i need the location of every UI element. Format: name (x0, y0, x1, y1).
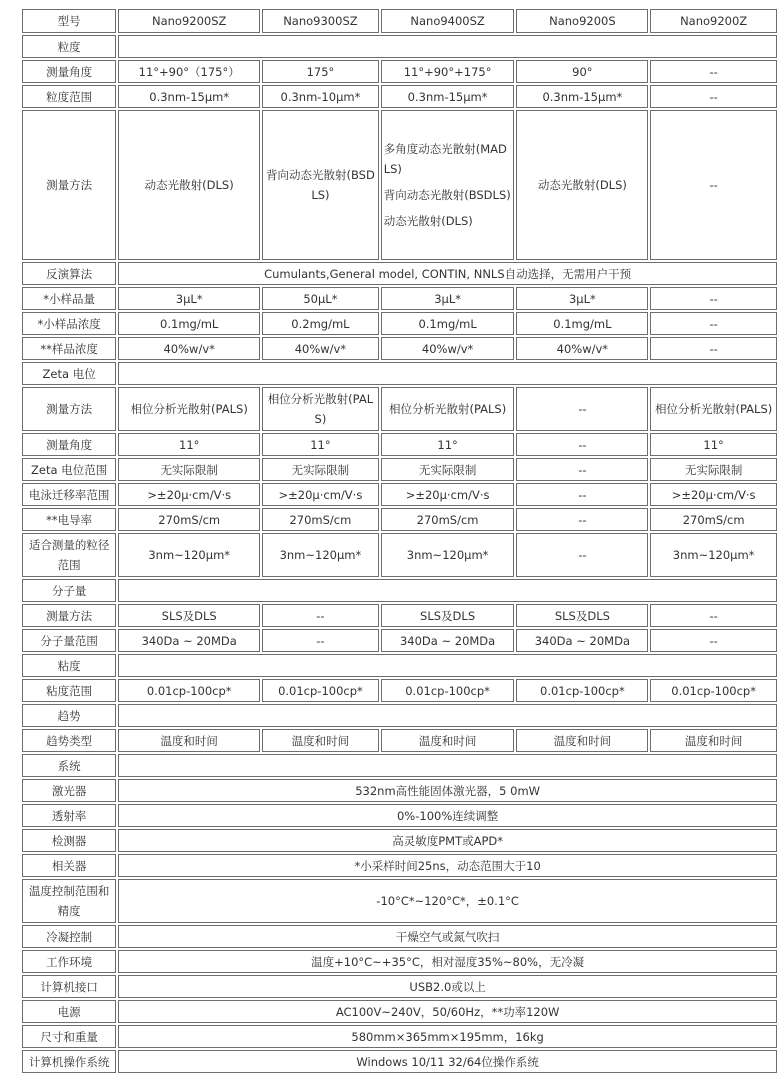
spec-cell: *小采样时间25ns，动态范围大于10 (118, 854, 777, 877)
spec-cell: 相位分析光散射(PALS) (262, 387, 379, 431)
spec-cell: 175° (262, 60, 379, 83)
spec-row (22, 950, 777, 973)
empty-cell (118, 704, 777, 727)
spec-cell: 0.1mg/mL (381, 312, 515, 335)
spec-cell: -- (516, 508, 648, 531)
method-line: 多角度动态光散射(MADLS) (383, 142, 507, 176)
method-line: 动态光散射(DLS) (383, 214, 473, 228)
row-label: Zeta 电位范围 (22, 458, 116, 481)
spec-cell: 40%w/v* (262, 337, 379, 360)
spec-cell: 温度和时间 (262, 729, 379, 752)
spec-cell: 3nm~120μm* (381, 533, 515, 577)
row-label: 粘度范围 (22, 679, 116, 702)
spec-row (22, 779, 777, 802)
spec-cell: 相位分析光散射(PALS) (381, 387, 515, 431)
spec-row (22, 312, 777, 335)
spec-cell: 580mm×365mm×195mm，16kg (118, 1025, 777, 1048)
spec-cell: 11°+90°（175°） (118, 60, 260, 83)
empty-cell (118, 654, 777, 677)
section-title: 粘度 (22, 654, 116, 677)
spec-row (22, 975, 777, 998)
spec-table (20, 7, 779, 1075)
row-label: 相关器 (22, 854, 116, 877)
spec-row (22, 85, 777, 108)
spec-row (22, 337, 777, 360)
row-label: 反演算法 (22, 262, 116, 285)
spec-cell: 0.01cp-100cp* (650, 679, 777, 702)
model-name: Nano9200S (516, 9, 648, 33)
spec-row (22, 1000, 777, 1023)
spec-cell: SLS及DLS (118, 604, 260, 627)
spec-cell: 0.01cp-100cp* (516, 679, 648, 702)
spec-row (22, 533, 777, 577)
spec-row (22, 60, 777, 83)
row-label: 测量方法 (22, 387, 116, 431)
spec-cell: 11°+90°+175° (381, 60, 515, 83)
section-row (22, 35, 777, 58)
spec-cell: 40%w/v* (516, 337, 648, 360)
section-title: 分子量 (22, 579, 116, 602)
row-label: 检测器 (22, 829, 116, 852)
section-title: 粒度 (22, 35, 116, 58)
row-label: 电泳迁移率范围 (22, 483, 116, 506)
row-label: 测量方法 (22, 110, 116, 260)
model-name: Nano9200Z (650, 9, 777, 33)
spec-cell: 温度和时间 (118, 729, 260, 752)
spec-row (22, 829, 777, 852)
spec-cell: 温度和时间 (516, 729, 648, 752)
empty-cell (118, 35, 777, 58)
row-label: 激光器 (22, 779, 116, 802)
spec-cell: 270mS/cm (118, 508, 260, 531)
spec-row (22, 1025, 777, 1048)
spec-cell: Windows 10/11 32/64位操作系统 (118, 1050, 777, 1073)
section-title: 系统 (22, 754, 116, 777)
spec-cell: 532nm高性能固体激光器，5 0mW (118, 779, 777, 802)
spec-cell: 50μL* (262, 287, 379, 310)
spec-cell: 温度和时间 (381, 729, 515, 752)
spec-cell: -- (516, 533, 648, 577)
row-label: 趋势类型 (22, 729, 116, 752)
spec-cell: 340Da ~ 20MDa (516, 629, 648, 652)
spec-cell: 0.3nm-15μm* (381, 85, 515, 108)
spec-row (22, 287, 777, 310)
spec-cell: 0.01cp-100cp* (262, 679, 379, 702)
spec-cell: USB2.0或以上 (118, 975, 777, 998)
spec-cell: AC100V~240V，50/60Hz，**功率120W (118, 1000, 777, 1023)
spec-cell: -- (516, 458, 648, 481)
row-label: 测量方法 (22, 604, 116, 627)
spec-cell: -- (650, 60, 777, 83)
spec-cell: -- (262, 604, 379, 627)
spec-cell: 0.01cp-100cp* (118, 679, 260, 702)
row-label: 适合测量的粒径范围 (22, 533, 116, 577)
empty-cell (118, 579, 777, 602)
row-label: 测量角度 (22, 433, 116, 456)
spec-cell: Cumulants,General model, CONTIN, NNLS自动选择，无需用户干预 (118, 262, 777, 285)
spec-row (22, 110, 777, 260)
spec-row (22, 729, 777, 752)
spec-cell: 动态光散射(DLS) (118, 110, 260, 260)
row-label: *小样品量 (22, 287, 116, 310)
spec-cell: -- (650, 337, 777, 360)
spec-cell: -- (650, 287, 777, 310)
model-name: Nano9300SZ (262, 9, 379, 33)
spec-row (22, 804, 777, 827)
row-label: 测量角度 (22, 60, 116, 83)
spec-cell: 0.2mg/mL (262, 312, 379, 335)
spec-cell: 340Da ~ 20MDa (118, 629, 260, 652)
header-row (22, 9, 777, 33)
row-label: 电源 (22, 1000, 116, 1023)
spec-cell: 3μL* (381, 287, 515, 310)
spec-cell: -- (650, 629, 777, 652)
spec-cell: 40%w/v* (118, 337, 260, 360)
spec-cell: 11° (262, 433, 379, 456)
spec-cell: 0%-100%连续调整 (118, 804, 777, 827)
spec-cell: 0.1mg/mL (118, 312, 260, 335)
spec-row (22, 604, 777, 627)
spec-cell: 0.3nm-15μm* (118, 85, 260, 108)
spec-cell: 340Da ~ 20MDa (381, 629, 515, 652)
spec-cell: 动态光散射(DLS) (516, 110, 648, 260)
model-name: Nano9400SZ (381, 9, 515, 33)
spec-row (22, 458, 777, 481)
row-label: 型号 (22, 9, 116, 33)
spec-cell: 90° (516, 60, 648, 83)
row-label: 冷凝控制 (22, 925, 116, 948)
section-title: Zeta 电位 (22, 362, 116, 385)
section-row (22, 579, 777, 602)
spec-cell: >±20μ·cm/V·s (262, 483, 379, 506)
spec-cell: -- (516, 433, 648, 456)
spec-cell: -- (650, 85, 777, 108)
spec-cell: 11° (118, 433, 260, 456)
spec-cell: 无实际限制 (262, 458, 379, 481)
row-label: 分子量范围 (22, 629, 116, 652)
row-label: 计算机接口 (22, 975, 116, 998)
spec-cell: 270mS/cm (381, 508, 515, 531)
spec-cell: 3nm~120μm* (262, 533, 379, 577)
spec-cell: SLS及DLS (516, 604, 648, 627)
spec-cell: 背向动态光散射(BSDLS) (262, 110, 379, 260)
spec-cell: -- (650, 312, 777, 335)
row-label: 温度控制范围和精度 (22, 879, 116, 923)
spec-cell: 3nm~120μm* (118, 533, 260, 577)
spec-row (22, 679, 777, 702)
section-row (22, 362, 777, 385)
spec-cell: 0.3nm-15μm* (516, 85, 648, 108)
spec-cell: -- (516, 387, 648, 431)
row-label: **电导率 (22, 508, 116, 531)
model-name: Nano9200SZ (118, 9, 260, 33)
spec-cell: 40%w/v* (381, 337, 515, 360)
spec-cell: 270mS/cm (262, 508, 379, 531)
row-label: 尺寸和重量 (22, 1025, 116, 1048)
spec-cell: 相位分析光散射(PALS) (650, 387, 777, 431)
spec-cell (381, 110, 515, 260)
spec-row (22, 433, 777, 456)
row-label: 透射率 (22, 804, 116, 827)
spec-cell: 11° (381, 433, 515, 456)
spec-cell: 无实际限制 (381, 458, 515, 481)
spec-cell: >±20μ·cm/V·s (118, 483, 260, 506)
row-label: *小样品浓度 (22, 312, 116, 335)
spec-cell: 270mS/cm (650, 508, 777, 531)
spec-cell: 0.1mg/mL (516, 312, 648, 335)
spec-row (22, 925, 777, 948)
spec-cell: 0.01cp-100cp* (381, 679, 515, 702)
empty-cell (118, 362, 777, 385)
spec-cell: -- (262, 629, 379, 652)
spec-cell: 11° (650, 433, 777, 456)
row-label: 粒度范围 (22, 85, 116, 108)
spec-cell: 无实际限制 (118, 458, 260, 481)
spec-row (22, 854, 777, 877)
spec-cell: 高灵敏度PMT或APD* (118, 829, 777, 852)
spec-cell: >±20μ·cm/V·s (650, 483, 777, 506)
spec-cell: -- (650, 604, 777, 627)
spec-cell: 3μL* (118, 287, 260, 310)
empty-cell (118, 754, 777, 777)
section-title: 趋势 (22, 704, 116, 727)
spec-cell: 3nm~120μm* (650, 533, 777, 577)
row-label: **样品浓度 (22, 337, 116, 360)
section-row (22, 704, 777, 727)
section-row (22, 754, 777, 777)
spec-cell: 相位分析光散射(PALS) (118, 387, 260, 431)
spec-cell: >±20μ·cm/V·s (381, 483, 515, 506)
spec-cell: 3μL* (516, 287, 648, 310)
spec-row (22, 508, 777, 531)
spec-row (22, 879, 777, 923)
spec-row (22, 262, 777, 285)
spec-cell: SLS及DLS (381, 604, 515, 627)
spec-cell: 干燥空气或氮气吹扫 (118, 925, 777, 948)
spec-row (22, 483, 777, 506)
spec-row (22, 629, 777, 652)
spec-cell: 温度和时间 (650, 729, 777, 752)
row-label: 工作环境 (22, 950, 116, 973)
section-row (22, 654, 777, 677)
spec-cell: -- (650, 110, 777, 260)
spec-row (22, 387, 777, 431)
spec-cell: 温度+10°C~+35°C，相对湿度35%~80%，无冷凝 (118, 950, 777, 973)
spec-cell: 0.3nm-10μm* (262, 85, 379, 108)
method-line: 背向动态光散射(BSDLS) (383, 188, 511, 202)
spec-row (22, 1050, 777, 1073)
spec-cell: -10°C*~120°C*，±0.1°C (118, 879, 777, 923)
row-label: 计算机操作系统 (22, 1050, 116, 1073)
spec-cell: -- (516, 483, 648, 506)
spec-cell: 无实际限制 (650, 458, 777, 481)
